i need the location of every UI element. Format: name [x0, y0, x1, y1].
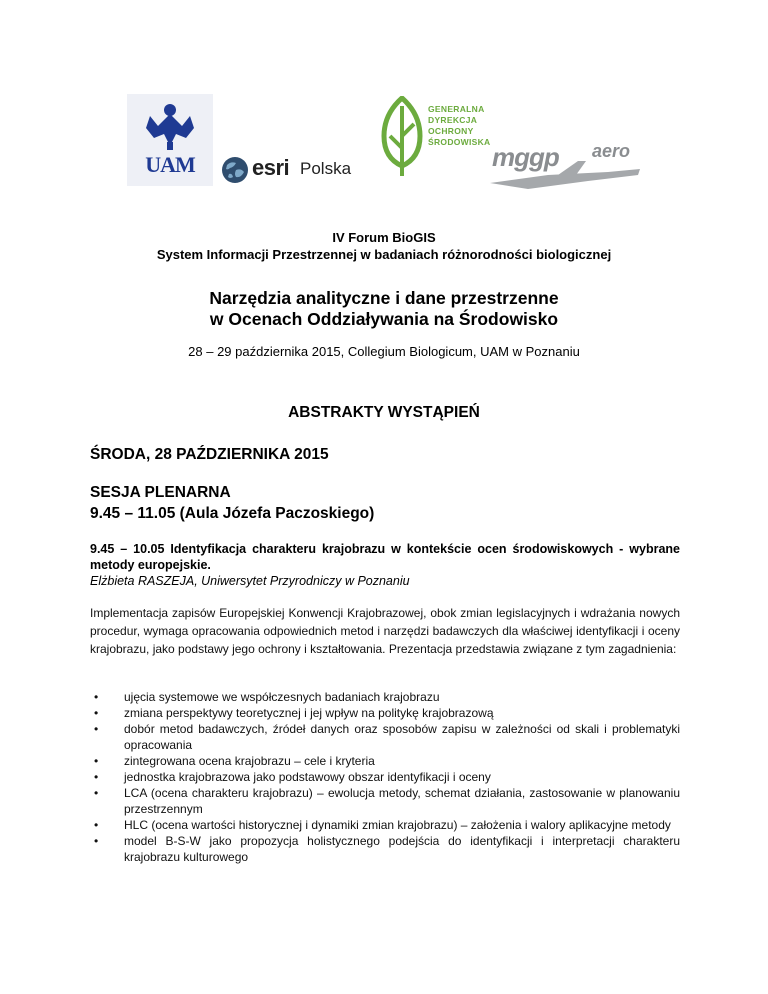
event-date-place: 28 – 29 października 2015, Collegium Biologicum, UAM w Poznaniu — [188, 344, 580, 359]
forum-title: IV Forum BioGIS — [332, 230, 436, 245]
esri-country-label: Polska — [300, 159, 352, 178]
talk-intro-paragraph: Implementacja zapisów Europejskiej Konwencji Krajobrazowej, obok zmian legislacyjnych i wdrażania nowych procedur, wymaga opracowania odpowiednich metod i narzędzi badawczych dla właściwej identyfikacji i oceny krajobrazu, jako podstawy jego ochrony i kształtowania. Prezentacja przedstawia związane z tym zagadnienia: — [90, 606, 680, 656]
eagle-icon — [144, 98, 196, 152]
list-item: • dobór metod badawczych, źródeł danych oraz sposobów zapisu w zależności od skali i problematyki opracowania — [90, 721, 680, 753]
talk-author: Elżbieta RASZEJA, Uniwersytet Przyrodniczy w Poznaniu — [90, 574, 410, 588]
uam-logo — [127, 94, 213, 186]
leaf-icon — [380, 96, 426, 178]
event-title-line-1: Narzędzia analityczne i dane przestrzenne — [209, 288, 559, 308]
list-item: • model B-S-W jako propozycja holistycznego podejścia do identyfikacji i interpretacji charakteru krajobrazu kulturowego — [90, 833, 680, 865]
session-time: 9.45 – 11.05 (Aula Józefa Paczoskiego) — [90, 505, 375, 522]
gdos-logo-text: GENERALNA DYREKCJA OCHRONY ŚRODOWISKA — [428, 104, 491, 147]
uam-logo-text: UAM — [145, 152, 195, 177]
esri-wordmark: esri — [252, 155, 290, 180]
day-heading: ŚRODA, 28 PAŹDZIERNIKA 2015 — [90, 446, 329, 463]
list-item: • HLC (ocena wartości historycznej i dynamiki zmian krajobrazu) – założenia i walory aplikacyjne metody — [90, 817, 680, 833]
list-item: • ujęcia systemowe we współczesnych badaniach krajobrazu — [90, 689, 680, 705]
mggp-aero-logo — [488, 139, 644, 191]
list-item: • LCA (ocena charakteru krajobrazu) – ewolucja metody, schemat działania, zastosowanie w planowaniu przestrzennym — [90, 785, 680, 817]
session-title: SESJA PLENARNA — [90, 484, 231, 501]
forum-subtitle: System Informacji Przestrzennej w badaniach różnorodności biologicznej — [156, 247, 612, 262]
abstracts-heading: ABSTRAKTY WYSTĄPIEŃ — [288, 404, 480, 421]
mggp-wordmark: mggp — [492, 142, 559, 172]
esri-logo — [221, 154, 361, 188]
globe-icon — [221, 156, 249, 184]
list-item: • jednostka krajobrazowa jako podstawowy obszar identyfikacji i oceny — [90, 769, 680, 785]
topic-list — [90, 689, 680, 865]
talk-title: 9.45 – 10.05 Identyfikacja charakteru krajobrazu w kontekście ocen środowiskowych - wybrane metody europejskie. — [90, 542, 680, 572]
list-item: • zmiana perspektywy teoretycznej i jej wpływ na politykę krajobrazową — [90, 705, 680, 721]
list-item: • zintegrowana ocena krajobrazu – cele i kryteria — [90, 753, 680, 769]
event-title-line-2: w Ocenach Oddziaływania na Środowisko — [209, 309, 559, 329]
mggp-aero-suffix: aero — [592, 141, 631, 161]
